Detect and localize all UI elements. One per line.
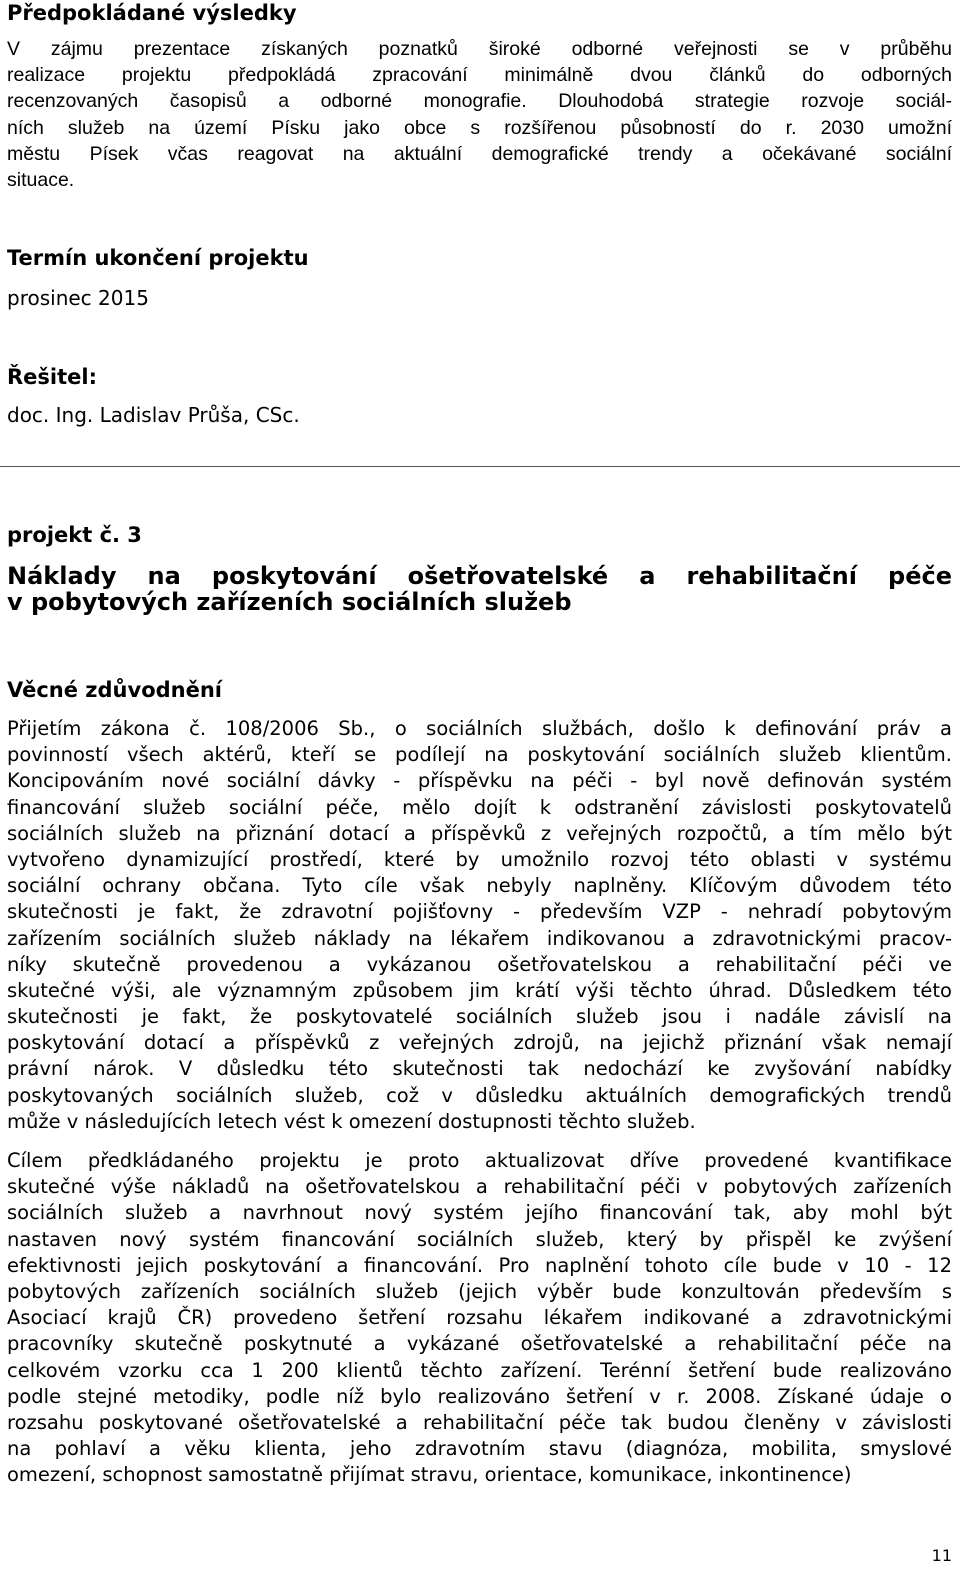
- rationale-paragraph-2: [7, 1148, 952, 1488]
- text-line: omezení, schopnost samostatně přijímat stravu, orientace, komunikace, inkontinence): [7, 1463, 852, 1487]
- text-line: skutečnosti je fakt, že poskytovatelé sociálních služeb jsou i nadále závislí na: [7, 1005, 952, 1029]
- text-line: Koncipováním nové sociální dávky - příspěvku na péči - byl nově definován systém: [7, 769, 952, 793]
- text-line: povinností všech aktérů, kteří se podílejí na poskytování sociálních služeb klientům.: [7, 743, 952, 767]
- rationale-paragraph-1: [7, 716, 952, 1135]
- text-line: sociálních služeb na přiznání dotací a příspěvků z veřejných rozpočtů, a tím mělo být: [7, 821, 952, 845]
- text-line: V zájmu prezentace získaných poznatků široké odborné veřejnosti se v průběhu: [7, 38, 952, 60]
- end-date-heading: Termín ukončení projektu: [7, 246, 309, 270]
- text-line: poskytování dotací a příspěvků z veřejných zdrojů, na jejichž přiznání však nemají: [7, 1031, 952, 1055]
- text-line: může v následujících letech vést k omezení dostupnosti těchto služeb.: [7, 1109, 696, 1133]
- text-line: vytvořeno dynamizující prostředí, které by umožnilo rozvoj této oblasti v systému: [7, 847, 952, 871]
- expected-results-paragraph: [7, 36, 952, 193]
- text-line: situace.: [7, 168, 75, 191]
- project-title-line-2: v pobytových zařízeních sociálních služeb: [7, 588, 572, 617]
- text-line: celkovém vzorku cca 1 200 klientů těchto zařízení. Terénní šetření bude realizováno: [7, 1358, 952, 1382]
- text-line: recenzovaných časopisů a odborné monografie. Dlouhodobá strategie rozvoje sociál-: [7, 90, 952, 113]
- text-line: realizace projektu předpokládá zpracování minimálně dvou článků do odborných: [7, 64, 952, 87]
- rationale-heading: Věcné zdůvodnění: [7, 678, 222, 702]
- project-title: [7, 561, 952, 618]
- end-date-value: prosinec 2015: [7, 286, 149, 310]
- investigator-heading: Řešitel:: [7, 365, 97, 389]
- text-line: skutečné výše nákladů na ošetřovatelskou a rehabilitační péči v pobytových zařízeních: [7, 1175, 952, 1199]
- text-line: podle stejné metodiky, podle níž bylo realizováno šetření v r. 2008. Získané údaje o: [7, 1384, 952, 1408]
- text-line: nastaven nový systém financování sociálních služeb, který by přispěl ke zvýšení: [7, 1227, 952, 1251]
- text-line: zařízením sociálních služeb náklady na lékařem indikovanou a zdravotnickými pracov-: [7, 926, 952, 950]
- text-line: skutečné výši, ale významným způsobem jim krátí výši těchto úhrad. Důsledkem této: [7, 978, 952, 1002]
- text-line: městu Písek včas reagovat na aktuální demografické trendy a očekávané sociální: [7, 142, 952, 165]
- page-number: 11: [931, 1546, 952, 1565]
- text-line: rozsahu poskytované ošetřovatelské a rehabilitační péče tak budou členěny v závislosti: [7, 1410, 952, 1434]
- text-line: sociální ochrany občana. Tyto cíle však nebyly naplněny. Klíčovým důvodem této: [7, 874, 952, 898]
- investigator-name: doc. Ing. Ladislav Průša, CSc.: [7, 403, 300, 427]
- text-line: pracovníky skutečně poskytnuté a vykázané ošetřovatelské a rehabilitační péče na: [7, 1332, 952, 1356]
- expected-results-heading: Předpokládané výsledky: [7, 1, 297, 25]
- text-line: skutečnosti je fakt, že zdravotní pojišťovny - především VZP - nehradí pobytovým: [7, 900, 952, 924]
- text-line: právní nárok. V důsledku této skutečnosti tak nedochází ke zvyšování nabídky: [7, 1057, 952, 1081]
- project-title-line-1: Náklady na poskytování ošetřovatelské a rehabilitační péče: [7, 562, 952, 590]
- text-line: ních služeb na území Písku jako obce s rozšířenou působností do r. 2030 umožní: [7, 116, 952, 139]
- text-line: poskytovaných sociálních služeb, což v důsledku aktuálních demografických trendů: [7, 1083, 952, 1107]
- text-line: financování služeb sociální péče, mělo dojít k odstranění závislosti poskytovatelů: [7, 795, 952, 819]
- text-line: Cílem předkládaného projektu je proto aktualizovat dříve provedené kvantifikace: [7, 1149, 952, 1172]
- text-line: níky skutečně provedenou a vykázanou ošetřovatelskou a rehabilitační péči ve: [7, 952, 952, 976]
- text-line: efektivnosti jejich poskytování a financování. Pro naplnění tohoto cíle bude v 10 - 12: [7, 1253, 952, 1277]
- project-number-label: projekt č. 3: [7, 523, 142, 547]
- section-divider: [0, 466, 960, 467]
- text-line: na pohlaví a věku klienta, jeho zdravotním stavu (diagnóza, mobilita, smyslové: [7, 1437, 952, 1461]
- text-line: sociálních služeb a navrhnout nový systém jejího financování tak, aby mohl být: [7, 1201, 952, 1225]
- text-line: Asociací krajů ČR) provedeno šetření rozsahu lékařem indikované a zdravotnickými: [7, 1306, 952, 1330]
- text-line: Přijetím zákona č. 108/2006 Sb., o sociálních službách, došlo k definování práv a: [7, 717, 952, 740]
- text-line: pobytových zařízeních sociálních služeb (jejich výběr bude konzultován především s: [7, 1279, 952, 1303]
